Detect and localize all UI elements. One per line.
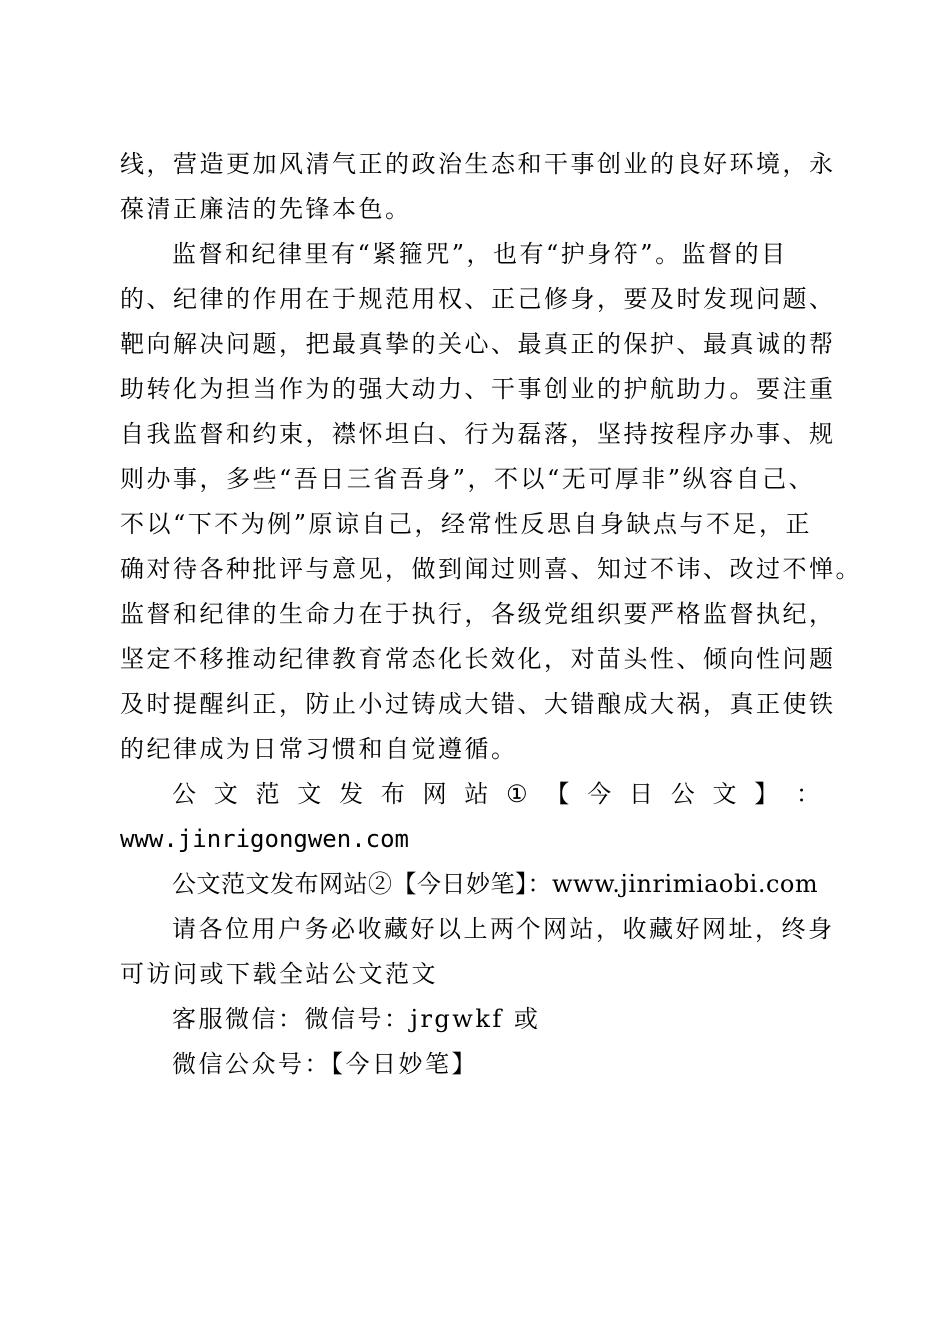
paragraph-line: 则办事，多些“吾日三省吾身”，不以“无可厚非”纵容自己、 [120, 465, 816, 493]
paragraph-line: 监督和纪律里有“紧箍咒”，也有“护身符”。监督的目 [172, 240, 788, 268]
site1-line: 公 文 范 文 发 布 网 站 ① 【 今 日 公 文 】 ： [172, 780, 820, 808]
paragraph-line: 的、纪律的作用在于规范用权、正己修身，要及时发现问题、 [120, 285, 836, 313]
service-line: 客服微信：微信号：jrgwkf 或 [172, 1005, 541, 1033]
paragraph-line: 监督和纪律的生命力在于执行，各级党组织要严格监督执纪， [120, 600, 836, 628]
paragraph-line: 确对待各种批评与意见，做到闻过则喜、知过不讳、改过不惮。 [120, 555, 862, 583]
paragraph-line: 的纪律成为日常习惯和自觉遵循。 [120, 735, 518, 763]
paragraph-line: 自我监督和约束，襟怀坦白、行为磊落，坚持按程序办事、规 [120, 420, 836, 448]
wechat-line: 微信公众号：【今日妙笔】 [172, 1050, 478, 1078]
paragraph-line: 靶向解决问题，把最真挚的关心、最真正的保护、最真诚的帮 [120, 330, 836, 358]
site1-url[interactable]: www.jinrigongwen.com [120, 825, 409, 853]
paragraph-line: 线，营造更加风清气正的政治生态和干事创业的良好环境，永 [120, 150, 836, 178]
paragraph-line: 不以“下不为例”原谅自己，经常性反思自身缺点与不足，正 [120, 510, 813, 538]
paragraph-line: 坚定不移推动纪律教育常态化长效化，对苗头性、倾向性问题 [120, 645, 836, 673]
paragraph-line: 及时提醒纠正，防止小过铸成大错、大错酿成大祸，真正使铁 [120, 690, 836, 718]
site2-line: 公文范文发布网站②【今日妙笔】：www.jinrimiaobi.com [172, 870, 819, 898]
notice-line: 可访问或下载全站公文范文 [120, 960, 438, 988]
notice-line: 请各位用户务必收藏好以上两个网站，收藏好网址，终身 [172, 915, 835, 943]
paragraph-line: 葆清正廉洁的先锋本色。 [120, 195, 412, 223]
paragraph-line: 助转化为担当作为的强大动力、干事创业的护航助力。要注重 [120, 375, 836, 403]
